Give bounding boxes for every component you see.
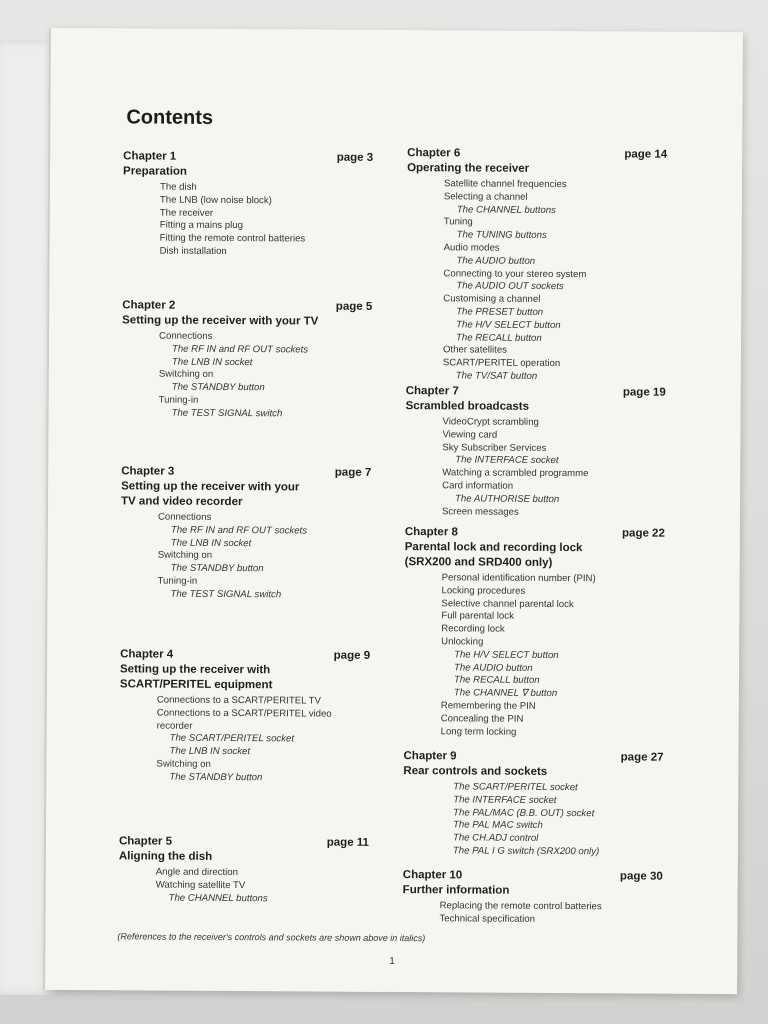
- chapter-entries: [406, 178, 667, 384]
- control-entry: The STANDBY button: [170, 562, 264, 575]
- chapter-title: Setting up the receiver with: [119, 663, 271, 677]
- topic-entry: Long term locking: [440, 725, 517, 738]
- control-entry: The CHANNEL buttons: [456, 203, 556, 216]
- chapter-page-ref: page 11: [326, 836, 370, 849]
- topic-entry: Fitting a mains plug: [159, 219, 243, 232]
- chapter-title: Aligning the dish: [118, 850, 213, 863]
- control-entry: The LNB IN socket: [170, 537, 252, 549]
- control-entry: The PAL MAC switch: [453, 819, 543, 832]
- control-entry: The H/V SELECT button: [456, 319, 561, 331]
- control-entry: The RF IN and RF OUT sockets: [170, 524, 308, 537]
- chapter-label: Chapter 10: [402, 869, 463, 882]
- chapter-entries: [119, 694, 370, 785]
- chapter-title: TV and video recorder: [121, 495, 243, 509]
- topic-entry: Connections: [157, 511, 212, 523]
- chapter-title: Operating the receiver: [407, 162, 530, 175]
- topic-entry: Connecting to your stereo system: [443, 267, 587, 280]
- topic-entry: Satellite channel frequencies: [443, 178, 567, 191]
- chapter-1: [123, 149, 374, 259]
- chapter-entries: [403, 781, 663, 859]
- control-entry: The CH.ADJ control: [452, 832, 539, 845]
- control-entry: The AUDIO button: [454, 661, 533, 674]
- chapter-title: Preparation: [123, 165, 188, 178]
- chapter-heading: [407, 146, 667, 163]
- control-entry: The PAL/MAC (B.B. OUT) socket: [453, 806, 595, 819]
- topic-entry: Tuning: [443, 216, 473, 228]
- chapter-9: [403, 749, 664, 859]
- chapter-entries: [404, 572, 665, 740]
- chapter-entries: [402, 900, 662, 927]
- topic-entry: The receiver: [159, 207, 214, 219]
- chapter-title: Setting up the receiver with your: [121, 480, 300, 494]
- topic-entry: Personal identification number (PIN): [441, 572, 596, 585]
- chapter-heading: [121, 464, 371, 481]
- topic-entry: Other satellites: [442, 344, 508, 357]
- topic-entry: Tuning-in: [158, 394, 199, 406]
- italics-footnote: (References to the receiver's controls and sockets are shown above in italics): [117, 931, 426, 944]
- control-entry: The INTERFACE socket: [453, 794, 557, 806]
- topic-entry: Watching satellite TV: [155, 879, 246, 891]
- chapter-label: Chapter 8: [404, 526, 458, 539]
- chapter-label: Chapter 6: [407, 147, 461, 160]
- chapter-page-ref: page 14: [624, 148, 668, 161]
- topic-entry: VideoCrypt scrambling: [442, 416, 539, 428]
- control-entry: The TUNING buttons: [456, 229, 547, 242]
- control-entry: The AUDIO button: [456, 255, 536, 267]
- chapter-heading: [122, 298, 372, 315]
- control-entry: The TEST SIGNAL switch: [171, 407, 283, 420]
- control-entry: The PAL I G switch (SRX200 only): [452, 845, 600, 858]
- chapter-entries: [122, 330, 373, 421]
- control-entry: The RF IN and RF OUT sockets: [171, 343, 309, 356]
- chapter-page-ref: page 19: [622, 386, 666, 399]
- topic-entry: Angle and direction: [155, 866, 238, 879]
- chapter-title: Further information: [402, 884, 510, 897]
- chapter-2: [122, 298, 373, 421]
- control-entry: The H/V SELECT button: [454, 649, 559, 661]
- control-entry: The TV/SAT button: [455, 370, 538, 382]
- chapter-heading: [120, 647, 370, 664]
- topic-entry: Locking procedures: [441, 585, 526, 597]
- chapter-title: Rear controls and sockets: [403, 765, 548, 778]
- chapter-label: Chapter 1: [123, 150, 177, 163]
- control-entry: The CHANNEL ∇ button: [453, 687, 558, 700]
- chapter-3: [120, 464, 371, 602]
- chapter-title: Setting up the receiver with your TV: [122, 314, 319, 328]
- topic-entry: Sky Subscriber Services: [442, 441, 547, 454]
- control-entry: The INTERFACE socket: [455, 454, 559, 467]
- chapter-4: [119, 647, 370, 785]
- topic-entry: Card information: [442, 480, 514, 492]
- control-entry: The LNB IN socket: [169, 745, 251, 758]
- control-entry: The STANDBY button: [169, 771, 263, 783]
- topic-entry: Concealing the PIN: [440, 713, 524, 725]
- control-entry: The STANDBY button: [171, 381, 265, 394]
- topic-entry: Selecting a channel: [443, 191, 528, 203]
- chapter-page-ref: page 5: [335, 300, 373, 313]
- topic-entry: Switching on: [158, 368, 214, 381]
- topic-entry: Full parental lock: [441, 610, 514, 623]
- chapter-5: [119, 834, 369, 906]
- chapter-page-ref: page 3: [336, 151, 374, 164]
- chapter-title: Parental lock and recording lock: [404, 541, 583, 555]
- chapter-heading: [406, 384, 666, 401]
- chapter-page-ref: page 27: [620, 751, 664, 764]
- control-entry: The RECALL button: [453, 674, 540, 687]
- page-title: Contents: [126, 106, 214, 129]
- topic-entry: Audio modes: [443, 242, 500, 254]
- chapter-title: SCART/PERITEL equipment: [119, 678, 273, 692]
- chapter-label: Chapter 5: [118, 835, 173, 848]
- chapter-label: Chapter 3: [121, 465, 175, 478]
- chapter-page-ref: page 30: [619, 870, 663, 883]
- control-entry: The TEST SIGNAL switch: [170, 588, 282, 601]
- topic-entry: Switching on: [156, 758, 211, 770]
- topic-entry: Connections: [159, 330, 213, 342]
- topic-entry: Remembering the PIN: [440, 700, 536, 712]
- chapter-10: [402, 868, 662, 927]
- topic-entry: Viewing card: [442, 429, 498, 441]
- control-entry: The AUDIO OUT sockets: [456, 280, 564, 293]
- control-entry: The SCART/PERITEL socket: [453, 781, 578, 794]
- topic-entry: Connections to a SCART/PERITEL TV: [156, 694, 321, 707]
- topic-entry: Unlocking: [441, 636, 484, 648]
- chapter-page-ref: page 22: [622, 527, 665, 540]
- control-entry: The RECALL button: [456, 331, 542, 344]
- topic-entry: Tuning-in: [157, 575, 198, 587]
- control-entry: The SCART/PERITEL socket: [169, 733, 295, 745]
- topic-entry: Technical specification: [439, 913, 536, 925]
- topic-entry: Screen messages: [441, 505, 519, 518]
- chapter-label: Chapter 2: [122, 299, 176, 312]
- chapter-heading: [403, 749, 663, 766]
- topic-entry: Selective channel parental lock: [441, 597, 574, 610]
- topic-entry: The LNB (low noise block): [159, 194, 272, 207]
- chapter-entries: [120, 511, 371, 602]
- topic-entry: recorder: [156, 720, 193, 732]
- topic-entry: Switching on: [157, 549, 213, 562]
- chapter-heading: [119, 834, 369, 851]
- page-number: 1: [389, 955, 395, 968]
- chapter-7: [405, 384, 666, 520]
- topic-entry: Fitting the remote control batteries: [159, 232, 306, 245]
- topic-entry: Watching a scrambled programme: [442, 467, 589, 480]
- topic-entry: Replacing the remote control batteries: [439, 900, 602, 913]
- chapter-page-ref: page 9: [333, 649, 371, 662]
- topic-entry: Recording lock: [441, 623, 505, 635]
- control-entry: The PRESET button: [456, 306, 544, 318]
- control-entry: The AUTHORISE button: [455, 493, 560, 505]
- chapter-label: Chapter 7: [405, 385, 459, 398]
- chapter-entries: [405, 416, 666, 520]
- chapter-heading: [403, 868, 663, 885]
- chapter-heading: [123, 149, 373, 166]
- chapter-label: Chapter 4: [120, 648, 174, 661]
- chapter-page-ref: page 7: [334, 466, 372, 479]
- chapter-entries: [119, 866, 369, 906]
- topic-entry: Dish installation: [159, 245, 227, 257]
- chapter-8: [404, 525, 665, 740]
- chapter-heading: [405, 525, 665, 542]
- control-entry: The CHANNEL buttons: [168, 892, 268, 904]
- chapter-label: Chapter 9: [403, 750, 457, 763]
- control-entry: The LNB IN socket: [171, 356, 253, 368]
- chapter-6: [406, 146, 667, 384]
- booklet-page: [43, 28, 743, 994]
- topic-entry: Customising a channel: [443, 293, 541, 306]
- topic-entry: The dish: [159, 181, 197, 193]
- chapter-title: (SRX200 and SRD400 only): [404, 556, 553, 569]
- chapter-title: Scrambled broadcasts: [405, 400, 530, 413]
- topic-entry: SCART/PERITEL operation: [442, 357, 561, 370]
- chapter-entries: [123, 181, 373, 259]
- topic-entry: Connections to a SCART/PERITEL video: [156, 707, 332, 720]
